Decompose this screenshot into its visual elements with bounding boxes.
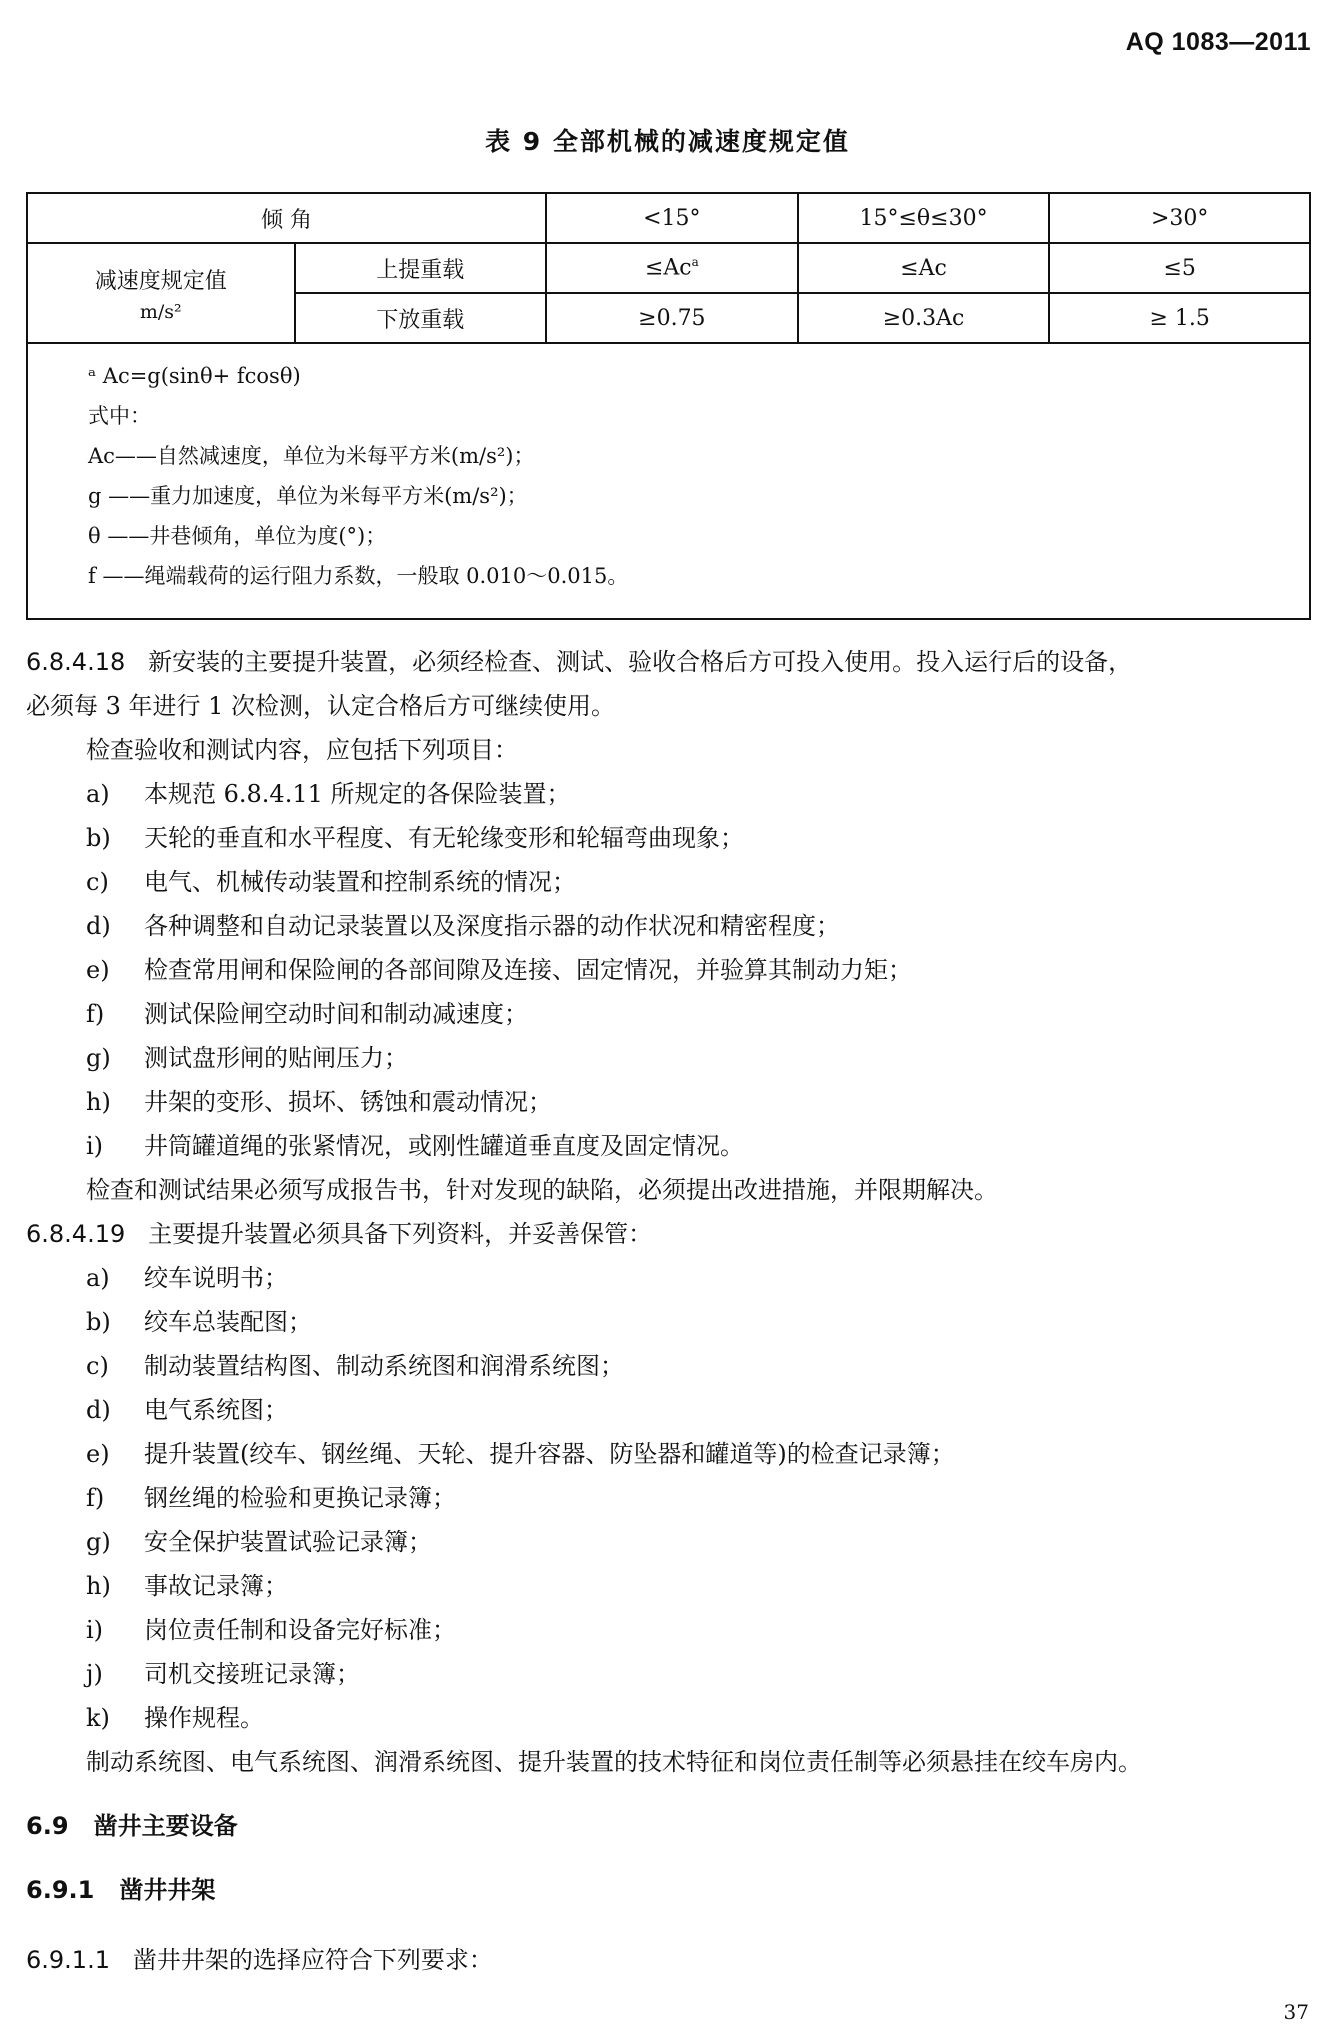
row-label-lower: 下放重载 xyxy=(295,293,547,343)
note-line: Ac——自然减速度，单位为米每平方米(m/s²)； xyxy=(88,444,535,468)
section-heading-6-9: 6.9 凿井主要设备 xyxy=(26,1812,238,1840)
row-label-lift: 上提重载 xyxy=(295,243,547,293)
list-item: g) 安全保护装置试验记录簿； xyxy=(86,1528,432,1556)
table-notes-row xyxy=(27,343,1310,619)
list-item: d) 各种调整和自动记录装置以及深度指示器的动作状况和精密程度； xyxy=(86,912,840,940)
list-item: c) 制动装置结构图、制动系统图和润滑系统图； xyxy=(86,1352,624,1380)
note-line: g ——重力加速度，单位为米每平方米(m/s²)； xyxy=(88,484,528,508)
section-6-8-4-18-line2: 必须每 3 年进行 1 次检测，认定合格后方可继续使用。 xyxy=(26,692,616,720)
list-item: a) 本规范 6.8.4.11 所规定的各保险装置； xyxy=(86,780,571,808)
list-item: g) 测试盘形闸的贴闸压力； xyxy=(86,1044,408,1072)
angle-col-2: 15°≤θ≤30° xyxy=(798,193,1050,243)
table-header-row xyxy=(27,193,1310,243)
deceleration-table xyxy=(26,192,1311,620)
list-item: h) 井架的变形、损坏、锈蚀和震动情况； xyxy=(86,1088,552,1116)
list-item: d) 电气系统图； xyxy=(86,1396,288,1424)
list-item: i) 岗位责任制和设备完好标准； xyxy=(86,1616,456,1644)
section-text: 主要提升装置必须具备下列资料，并妥善保管： xyxy=(148,1220,653,1248)
section-text: 新安装的主要提升装置，必须经检查、测试、验收合格后方可投入使用。投入运行后的设备， xyxy=(148,648,1133,676)
table-title: 表 9 全部机械的减速度规定值 xyxy=(485,127,850,156)
cell-lower-2: ≥0.3Ac xyxy=(798,293,1050,343)
angle-col-1: <15° xyxy=(546,193,798,243)
list-item: i) 井筒罐道绳的张紧情况，或刚性罐道垂直度及固定情况。 xyxy=(86,1132,744,1160)
section-6-8-4-18-line1 xyxy=(26,646,1132,678)
list-item: b) 天轮的垂直和水平程度、有无轮缘变形和轮辐弯曲现象； xyxy=(86,824,744,852)
list-item: e) 提升装置(绞车、钢丝绳、天轮、提升容器、防坠器和罐道等)的检查记录簿； xyxy=(86,1440,955,1468)
list-item: k) 操作规程。 xyxy=(86,1704,264,1732)
row-group-label-text: 减速度规定值 xyxy=(94,268,227,294)
cell-lift-1: $\le Ac^a$ xyxy=(546,243,798,293)
section-heading-6-9-1: 6.9.1 凿井井架 xyxy=(26,1876,216,1904)
section-number: 6.8.4.19 xyxy=(26,1220,126,1248)
list-item: e) 检查常用闸和保险闸的各部间隙及连接、固定情况，并验算其制动力矩； xyxy=(86,956,912,984)
angle-col-3: >30° xyxy=(1049,193,1310,243)
list-item: f) 测试保险闸空动时间和制动减速度； xyxy=(86,1000,528,1028)
note-line: ᵃ Ac=g(sinθ+ fcosθ) xyxy=(88,364,301,388)
note-line: 式中： xyxy=(88,404,151,428)
page-number: 37 xyxy=(1283,2000,1309,2024)
list-item: a) 绞车说明书； xyxy=(86,1264,288,1292)
cell-lower-1: ≥0.75 xyxy=(546,293,798,343)
list-item: b) 绞车总装配图； xyxy=(86,1308,312,1336)
note-line: θ ——井巷倾角，单位为度(°)； xyxy=(88,524,387,548)
cell-lift-2: ≤Ac xyxy=(798,243,1050,293)
section-6-8-4-19-closing: 制动系统图、电气系统图、润滑系统图、提升装置的技术特征和岗位责任制等必须悬挂在绞车房内。 xyxy=(86,1748,1142,1776)
section-6-9-1-1: 6.9.1.1 凿井井架的选择应符合下列要求： xyxy=(26,1946,493,1974)
table-row-lift xyxy=(27,243,1310,293)
list-item: f) 钢丝绳的检验和更换记录簿； xyxy=(86,1484,456,1512)
section-6-8-4-18-intro: 检查验收和测试内容，应包括下列项目： xyxy=(86,736,518,764)
list-item: h) 事故记录簿； xyxy=(86,1572,288,1600)
table-notes xyxy=(27,343,1310,619)
section-6-8-4-18-closing: 检查和测试结果必须写成报告书，针对发现的缺陷，必须提出改进措施，并限期解决。 xyxy=(86,1176,998,1204)
section-number: 6.8.4.18 xyxy=(26,648,126,676)
row-group-label xyxy=(27,243,295,343)
list-item: j) 司机交接班记录簿； xyxy=(86,1660,360,1688)
standard-code: AQ 1083—2011 xyxy=(1125,28,1311,56)
cell-lower-3: ≥ 1.5 xyxy=(1049,293,1310,343)
row-group-unit: m/s² xyxy=(139,300,182,323)
note-line: f ——绳端载荷的运行阻力系数，一般取 0.010～0.015。 xyxy=(88,564,629,588)
angle-header-cell: 倾 角 xyxy=(27,193,546,243)
cell-lift-3: ≤5 xyxy=(1049,243,1310,293)
section-6-8-4-19-line1 xyxy=(26,1218,652,1250)
list-item: c) 电气、机械传动装置和控制系统的情况； xyxy=(86,868,576,896)
